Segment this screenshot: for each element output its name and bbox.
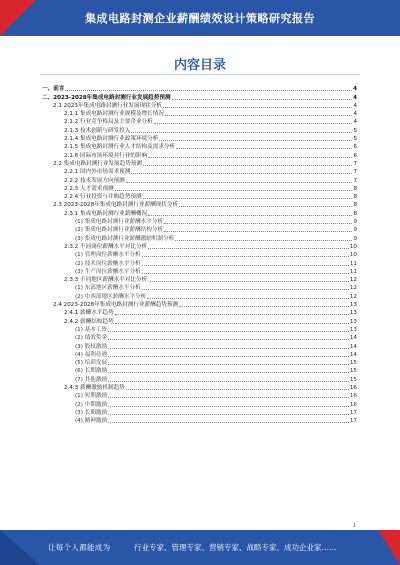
toc-entry-label: 2.4.1 薪酬水平趋势 [64,310,114,317]
toc-heading: 内容目录 [173,58,226,73]
toc-entry-label: (6) 长期激励 [75,368,108,375]
toc-entry-label: (2) 绩效奖金 [75,335,108,342]
toc-entry-page: 17 [349,409,357,416]
toc-entry-page: 12 [349,285,357,292]
toc-entry-page: 4 [353,102,357,109]
toc-entry-label: 一、前言 [42,86,65,93]
toc-leader-dots [164,231,352,232]
toc-entry-label: (4) 精神激励 [75,418,108,425]
table-of-contents [42,84,357,424]
toc-leader-dots [147,298,349,299]
toc-entry[interactable] [42,341,357,349]
toc-entry-page: 9 [353,235,357,242]
toc-leader-dots [108,331,349,332]
toc-entry[interactable] [42,101,357,109]
toc-entry[interactable] [42,316,357,324]
toc-leader-dots [175,240,352,241]
toc-entry-label: 2.4.2 薪酬结构趋势 [64,318,114,325]
toc-leader-dots [172,99,353,100]
toc-entry-label: (3) 长期激励 [75,409,108,416]
toc-entry-label: 2.1.4 集成电路封测行业政策环境分析 [64,136,159,143]
toc-entry-page: 14 [349,335,357,342]
toc-leader-dots [179,306,349,307]
toc-entry[interactable] [42,167,357,175]
toc-entry-label: 2.1.6 国际市场环境对行业的影响 [64,152,148,159]
toc-leader-dots [154,123,353,124]
toc-entry[interactable] [42,300,357,308]
toc-entry-page: 13 [349,302,357,309]
toc-entry-label: (3) 股权激励 [75,343,108,350]
toc-entry-label: 2.1.5 集成电路封测行业人才结构及需求分析 [64,144,176,151]
toc-entry[interactable] [42,200,357,208]
toc-leader-dots [165,115,353,116]
toc-entry-label: 2.1.2 行业竞争格局及主要企业分析 [64,119,153,126]
toc-entry-label: (4) 福利待遇 [75,351,108,358]
toc-leader-dots [142,256,349,257]
toc-entry-label: 2.2.2 技术发展方向预测 [64,177,125,184]
toc-leader-dots [163,107,353,108]
toc-leader-dots [108,406,349,407]
toc-entry-label: (7) 其他激励 [75,376,108,383]
toc-entry-page: 5 [353,136,357,143]
toc-entry[interactable] [42,233,357,241]
toc-leader-dots [131,132,352,133]
toc-entry-label: 2.3.1 集成电路封测行业薪酬概况 [64,210,148,217]
toc-entry-page: 4 [353,94,357,101]
toc-entry-label: (2) 中西部地区薪酬水平分析 [75,293,147,300]
toc-entry-label: 2.2.4 行业投资与并购趋势预测 [64,194,142,201]
toc-entry[interactable] [42,125,357,133]
toc-leader-dots [115,323,349,324]
toc-entry-page: 15 [349,360,357,367]
toc-divider [40,74,360,75]
toc-entry-label: (1) 东部地区薪酬水平分析 [75,285,141,292]
toc-entry-label: 2.4.3 薪酬激励机制趋势 [64,384,125,391]
toc-entry-label: (3) 集成电路封测行业薪酬激励机制分析 [75,235,175,242]
toc-entry[interactable] [42,250,357,258]
toc-entry[interactable] [42,175,357,183]
toc-entry[interactable] [42,267,357,275]
toc-entry-page: 9 [353,219,357,226]
toc-entry-page: 16 [349,393,357,400]
toc-entry[interactable] [42,242,357,250]
toc-entry-page: 4 [353,111,357,118]
toc-entry[interactable] [42,399,357,407]
report-title: 集成电路封测企业薪酬绩效设计策略研究报告 [85,12,315,25]
toc-leader-dots [148,248,349,249]
toc-entry-page: 15 [349,376,357,383]
toc-leader-dots [179,206,352,207]
toc-entry-page: 8 [353,194,357,201]
toc-entry-label: 2.4 2023-2028年集成电路封测行业薪酬趋势预测 [53,302,179,309]
toc-entry-page: 17 [349,418,357,425]
toc-entry-label: (2) 技术岗位薪酬水平分析 [75,260,141,267]
toc-entry-page: 10 [349,252,357,259]
toc-entry[interactable] [42,225,357,233]
toc-entry-page: 9 [353,227,357,234]
toc-leader-dots [143,165,352,166]
toc-entry-page: 8 [353,202,357,209]
toc-entry[interactable] [42,275,357,283]
toc-leader-dots [142,273,349,274]
toc-entry-page: 14 [349,343,357,350]
toc-entry-page: 12 [349,277,357,284]
toc-leader-dots [108,414,349,415]
toc-entry[interactable] [42,159,357,167]
toc-entry-label: (1) 基本工资 [75,326,108,333]
toc-leader-dots [159,140,352,141]
footer-red-accent [378,530,400,565]
toc-entry[interactable] [42,117,357,125]
toc-entry-page: 13 [349,310,357,317]
toc-entry-page: 7 [353,169,357,176]
toc-entry-label: (1) 管理岗位薪酬水平分析 [75,252,141,259]
toc-entry-label: 2.2 集成电路封测行业发展趋势预测 [53,160,142,167]
page-number: 1 [352,523,356,529]
toc-entry-label: (5) 培训发展 [75,360,108,367]
toc-entry[interactable] [42,109,357,117]
toc-entry[interactable] [42,150,357,158]
toc-entry-label: 2.2.1 国内外市场需求预测 [64,169,131,176]
report-header-banner [0,0,400,36]
toc-entry-page: 5 [353,127,357,134]
toc-leader-dots [108,348,349,349]
toc-leader-dots [131,173,352,174]
toc-leader-dots [164,223,352,224]
toc-leader-dots [65,90,352,91]
toc-leader-dots [126,182,353,183]
toc-leader-dots [148,281,349,282]
toc-entry[interactable] [42,217,357,225]
toc-leader-dots [148,215,352,216]
toc-entry-page: 15 [349,368,357,375]
toc-entry[interactable] [42,383,357,391]
toc-entry-label: (1) 短期激励 [75,393,108,400]
toc-entry[interactable] [42,333,357,341]
toc-entry[interactable] [42,84,357,92]
toc-leader-dots [148,157,352,158]
toc-entry[interactable] [42,374,357,382]
toc-leader-dots [115,314,349,315]
toc-entry-label: 二、2023-2028年集成电路封测行业发展趋势预测 [42,94,171,101]
toc-entry[interactable] [42,350,357,358]
toc-entry-label: (3) 生产岗位薪酬水平分析 [75,268,141,275]
toc-entry-label: 2.1 2023年集成电路封测行业发展现状分析 [53,102,162,109]
toc-entry-page: 16 [349,384,357,391]
toc-entry-page: 14 [349,351,357,358]
toc-entry-page: 13 [349,318,357,325]
toc-leader-dots [108,381,349,382]
toc-entry[interactable] [42,308,357,316]
toc-entry-page: 4 [353,119,357,126]
toc-entry[interactable] [42,358,357,366]
toc-entry-page: 6 [353,144,357,151]
toc-entry-label: 2.2.3 人才需求预测 [64,185,114,192]
toc-leader-dots [108,364,349,365]
toc-entry-page: 11 [349,260,357,267]
toc-leader-dots [142,289,349,290]
toc-entry-label: 2.3 2023-2028年集成电路封测行业薪酬现状分析 [53,202,179,209]
toc-entry[interactable] [42,192,357,200]
toc-leader-dots [126,389,349,390]
toc-entry-page: 12 [349,293,357,300]
toc-entry[interactable] [42,325,357,333]
toc-entry-page: 11 [349,268,357,275]
toc-entry-page: 4 [353,86,357,93]
toc-leader-dots [142,265,349,266]
footer-dark-accent [0,530,40,565]
toc-entry[interactable] [42,283,357,291]
toc-entry-page: 16 [349,401,357,408]
toc-entry-page: 7 [353,160,357,167]
toc-entry-label: 2.3.2 不同岗位薪酬水平对比分析 [64,243,148,250]
toc-leader-dots [143,198,353,199]
toc-entry[interactable] [42,291,357,299]
toc-entry-page: 8 [353,210,357,217]
toc-entry-page: 13 [349,326,357,333]
toc-entry-page: 8 [353,185,357,192]
toc-entry-label: (2) 集成电路封测行业薪酬结构分析 [75,227,164,234]
toc-leader-dots [176,148,352,149]
toc-leader-dots [115,190,353,191]
toc-entry[interactable] [42,258,357,266]
toc-leader-dots [108,422,349,423]
toc-entry[interactable] [42,142,357,150]
toc-entry[interactable] [42,416,357,424]
toc-entry-label: 2.1.1 集成电路封测行业规模及增长情况 [64,111,164,118]
toc-entry[interactable] [42,184,357,192]
toc-entry[interactable] [42,134,357,142]
toc-entry-label: (1) 集成电路封测行业薪酬水平分析 [75,219,164,226]
toc-leader-dots [108,397,349,398]
footer-banner [0,530,400,565]
toc-leader-dots [108,356,349,357]
toc-entry[interactable] [42,391,357,399]
footer-experts-text: 行业专家、管理专家、营销专家、战略专家、成功企业家…… [134,543,337,552]
footer-slogan: 让每个人都能成为 [48,543,111,552]
toc-entry[interactable] [42,208,357,216]
toc-entry[interactable] [42,92,357,100]
toc-leader-dots [108,339,349,340]
toc-entry-page: 6 [353,152,357,159]
toc-entry-label: 2.3.3 不同地区薪酬水平对比分析 [64,277,148,284]
toc-entry-label: (2) 中期激励 [75,401,108,408]
toc-entry-page: 10 [349,243,357,250]
toc-leader-dots [108,372,349,373]
toc-entry-page: 7 [353,177,357,184]
toc-entry-label: 2.1.3 技术创新与研发投入 [64,127,131,134]
toc-entry[interactable] [42,366,357,374]
toc-entry[interactable] [42,408,357,416]
